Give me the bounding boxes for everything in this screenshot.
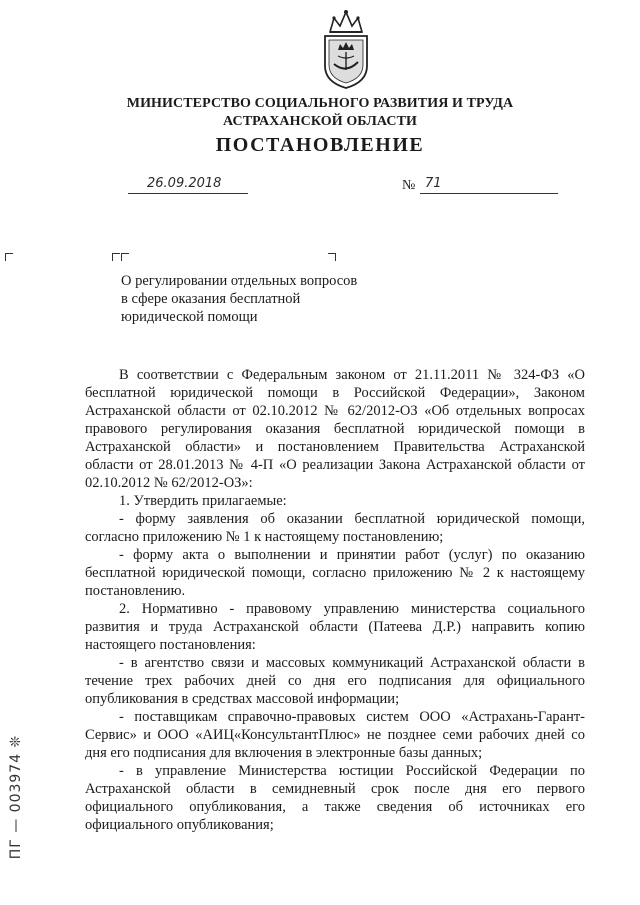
subject-corner-mark-left-inner	[121, 253, 129, 261]
org-title-line1: МИНИСТЕРСТВО СОЦИАЛЬНОГО РАЗВИТИЯ И ТРУДА	[126, 96, 514, 111]
body-line: бесплатной юридической помощи в Российской Федерации», Законом	[85, 385, 585, 401]
document-type-title: ПОСТАНОВЛЕНИЕ	[215, 134, 425, 156]
subject-corner-mark-right	[328, 253, 336, 261]
body-line: опубликования в средствах массовой информации;	[85, 691, 400, 707]
body-line: - форму заявления об оказании бесплатной юридической помощи,	[119, 511, 585, 527]
body-line: В соответствии с Федеральным законом от 21.11.2011 № 324-ФЗ «О	[119, 367, 585, 383]
body-line: согласно приложению № 1 к настоящему постановлению;	[85, 529, 444, 545]
body-line: - в управление Министерства юстиции Российской Федерации по	[119, 763, 585, 779]
body-line: Астраханской области от 02.10.2012 № 62/2012-ОЗ «Об отдельных вопросах	[85, 403, 585, 419]
body-line: официального опубликования;	[85, 817, 274, 833]
body-line: области от 28.01.2013 № 4-П «О реализации Закона Астраханской области от	[85, 457, 585, 473]
body-line: 1. Утвердить прилагаемые:	[119, 493, 287, 509]
body-line: Астраханской области» и постановлением Правительства Астраханской	[85, 439, 585, 455]
body-line: 2. Нормативно - правовому управлению министерства социального	[119, 601, 585, 617]
body-line: течение трех рабочих дней со дня его подписания для официального	[85, 673, 585, 689]
body-line: Сервис» и ООО «АИЦ«КонсультантПлюс» не позднее семи рабочих дней со	[85, 727, 585, 743]
body-line: развития и труда Астраханской области (Патеева Д.Р.) направить копию	[85, 619, 585, 635]
handwritten-number: 71	[425, 176, 442, 191]
document-subject: О регулировании отдельных вопросов в сфере оказания бесплатной юридической помощи	[121, 273, 358, 325]
page-corner-mark	[5, 253, 13, 261]
body-line: - в агентство связи и массовых коммуникаций Астраханской области в	[119, 655, 585, 671]
stamp-text: ПГ — 003974 ❊	[8, 734, 24, 860]
body-line: настоящего постановления:	[85, 637, 256, 653]
number-underline	[420, 193, 558, 194]
date-underline	[128, 193, 248, 194]
org-title-line2: АСТРАХАНСКОЙ ОБЛАСТИ	[222, 114, 417, 129]
body-line: - поставщикам справочно-правовых систем ООО «Астрахань-Гарант-	[119, 709, 585, 725]
margin-registration-stamp	[4, 700, 28, 895]
body-line: дня его подписания для включения в электронные базы данных;	[85, 745, 483, 761]
number-label: №	[402, 178, 416, 193]
body-line: Астраханской области в семидневный срок после дня его первого	[85, 781, 585, 797]
body-line: постановлению.	[85, 583, 186, 599]
handwritten-date: 26.09.2018	[147, 176, 222, 191]
subject-corner-mark-left	[112, 253, 120, 261]
body-line: бесплатной юридической помощи, согласно приложению № 2 к настоящему	[85, 565, 585, 581]
body-line: - форму акта о выполнении и принятии работ (услуг) по оказанию	[119, 547, 585, 563]
body-line: правового регулирования оказания бесплатной юридической помощи в	[85, 421, 585, 437]
body-line: официального опубликования, а также сведения об источниках его	[85, 799, 585, 815]
coat-of-arms-icon	[316, 8, 376, 90]
body-line: 02.10.2012 № 62/2012-ОЗ»:	[85, 475, 253, 491]
